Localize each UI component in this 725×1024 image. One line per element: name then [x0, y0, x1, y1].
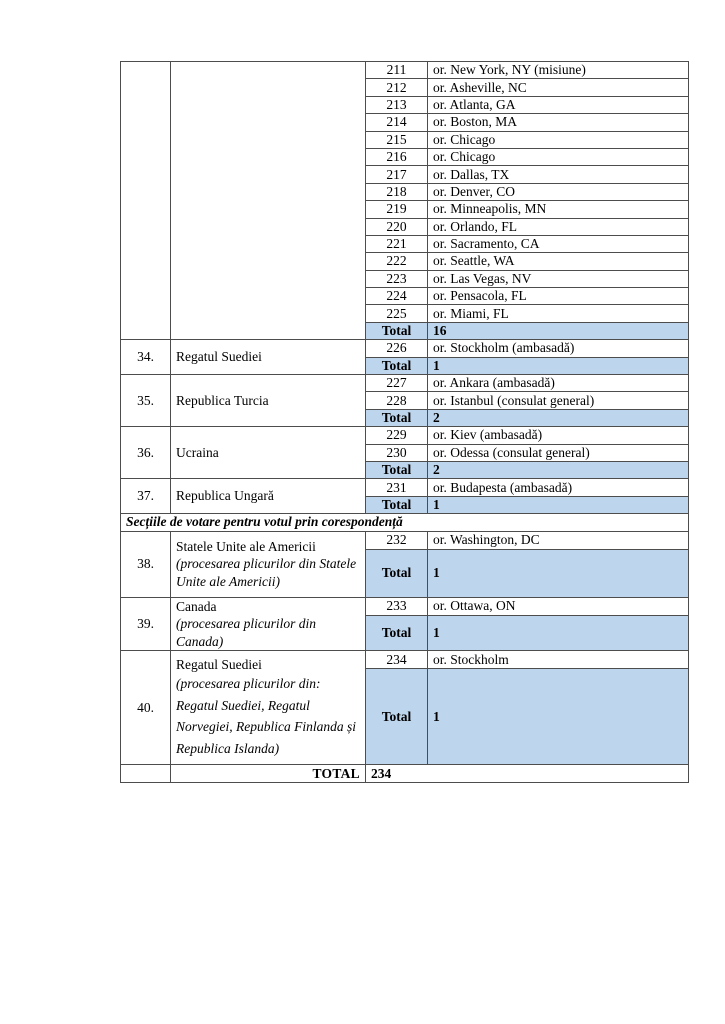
station-location-cell: or. Budapesta (ambasadă)	[428, 479, 689, 496]
total-value-cell: 1	[428, 549, 689, 597]
station-number-cell: 219	[366, 201, 428, 218]
station-location-cell: or. Stockholm (ambasadă)	[428, 340, 689, 357]
station-number-cell: 230	[366, 444, 428, 461]
station-location-cell: or. Washington, DC	[428, 531, 689, 549]
row-number-cell: 37.	[121, 479, 171, 514]
total-label-cell: Total	[366, 549, 428, 597]
station-number-cell: 220	[366, 218, 428, 235]
station-number-cell: 215	[366, 131, 428, 148]
station-location-cell: or. Dallas, TX	[428, 166, 689, 183]
total-label-cell: Total	[366, 322, 428, 339]
row-number-cell: 38.	[121, 531, 171, 597]
station-location-cell: or. Denver, CO	[428, 183, 689, 200]
row-number-cell: 39.	[121, 597, 171, 651]
station-location-cell: or. Chicago	[428, 131, 689, 148]
country-cell: Ucraina	[171, 427, 366, 479]
station-location-cell: or. Atlanta, GA	[428, 96, 689, 113]
row-number-cell: 40.	[121, 651, 171, 765]
total-value-cell: 1	[428, 357, 689, 374]
country-cell: Regatul Suediei	[171, 340, 366, 375]
grand-total-label-cell: TOTAL	[171, 765, 366, 783]
station-location-cell: or. Asheville, NC	[428, 79, 689, 96]
station-number-cell: 213	[366, 96, 428, 113]
station-location-cell: or. Istanbul (consulat general)	[428, 392, 689, 409]
station-location-cell: or. Boston, MA	[428, 114, 689, 131]
station-location-cell: or. Ottawa, ON	[428, 597, 689, 616]
section-header: Secțiile de votare pentru votul prin corespondență	[121, 514, 689, 531]
row-number-cell: 35.	[121, 375, 171, 427]
station-location-cell: or. Odessa (consulat general)	[428, 444, 689, 461]
country-cell	[171, 531, 366, 597]
polling-stations-table	[120, 61, 689, 783]
country-cell: Republica Turcia	[171, 375, 366, 427]
total-value-cell: 2	[428, 461, 689, 478]
station-number-cell: 227	[366, 375, 428, 392]
station-location-cell: or. Las Vegas, NV	[428, 270, 689, 287]
grand-total-value-cell: 234	[366, 765, 689, 783]
row-number-cell: 34.	[121, 340, 171, 375]
station-location-cell: or. Kiev (ambasadă)	[428, 427, 689, 444]
station-location-cell: or. Miami, FL	[428, 305, 689, 322]
total-label-cell: Total	[366, 409, 428, 426]
country-note: (procesarea plicurilor din Statele Unite ale Americii)	[176, 556, 357, 589]
total-value-cell: 16	[428, 322, 689, 339]
row-number-cell	[121, 62, 171, 340]
total-label-cell: Total	[366, 669, 428, 765]
station-number-cell: 223	[366, 270, 428, 287]
station-location-cell: or. Seattle, WA	[428, 253, 689, 270]
station-number-cell: 225	[366, 305, 428, 322]
total-label-cell: Total	[366, 357, 428, 374]
country-note: (procesarea plicurilor din: Regatul Suediei, Regatul Norvegiei, Republica Finlanda și Republica Islanda)	[176, 676, 356, 756]
station-location-cell: or. New York, NY (misiune)	[428, 62, 689, 79]
station-location-cell: or. Orlando, FL	[428, 218, 689, 235]
station-number-cell: 224	[366, 288, 428, 305]
station-location-cell: or. Pensacola, FL	[428, 288, 689, 305]
country-cell	[171, 597, 366, 651]
station-number-cell: 234	[366, 651, 428, 669]
country-name: Regatul Suediei	[176, 656, 262, 672]
station-number-cell: 232	[366, 531, 428, 549]
station-number-cell: 217	[366, 166, 428, 183]
row-number-cell: 36.	[121, 427, 171, 479]
country-cell	[171, 62, 366, 340]
total-value-cell: 1	[428, 496, 689, 513]
total-value-cell: 1	[428, 616, 689, 651]
total-value-cell: 1	[428, 669, 689, 765]
station-location-cell: or. Sacramento, CA	[428, 235, 689, 252]
station-location-cell: or. Minneapolis, MN	[428, 201, 689, 218]
total-label-cell: Total	[366, 616, 428, 651]
station-number-cell: 214	[366, 114, 428, 131]
station-number-cell: 228	[366, 392, 428, 409]
station-location-cell: or. Ankara (ambasadă)	[428, 375, 689, 392]
country-cell: Republica Ungară	[171, 479, 366, 514]
station-number-cell: 212	[366, 79, 428, 96]
station-location-cell: or. Stockholm	[428, 651, 689, 669]
station-number-cell: 222	[366, 253, 428, 270]
station-number-cell: 233	[366, 597, 428, 616]
total-label-cell: Total	[366, 496, 428, 513]
country-note: (procesarea plicurilor din Canada)	[176, 616, 316, 649]
station-number-cell: 211	[366, 62, 428, 79]
station-number-cell: 226	[366, 340, 428, 357]
country-name: Statele Unite ale Americii	[176, 538, 316, 554]
station-number-cell: 229	[366, 427, 428, 444]
country-cell	[171, 651, 366, 765]
station-number-cell: 216	[366, 148, 428, 165]
station-number-cell: 231	[366, 479, 428, 496]
total-label-cell: Total	[366, 461, 428, 478]
row-number-cell	[121, 765, 171, 783]
total-value-cell: 2	[428, 409, 689, 426]
station-location-cell: or. Chicago	[428, 148, 689, 165]
station-number-cell: 218	[366, 183, 428, 200]
country-name: Canada	[176, 598, 217, 614]
station-number-cell: 221	[366, 235, 428, 252]
